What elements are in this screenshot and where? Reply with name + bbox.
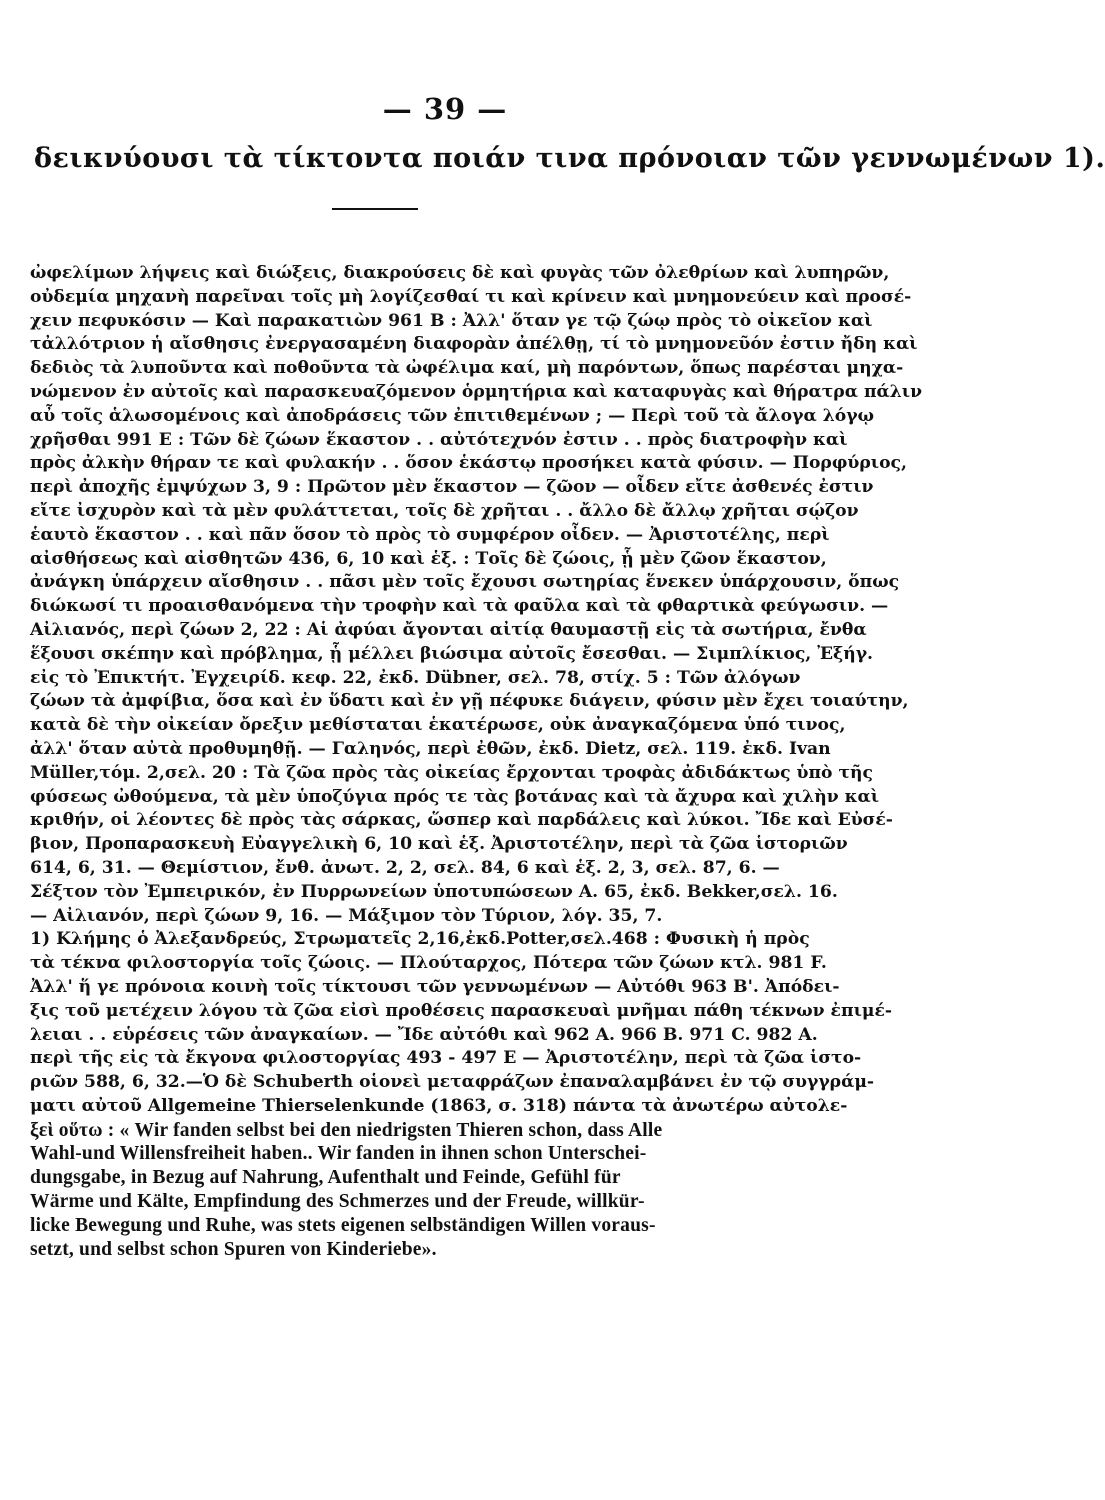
footnote-line: ἀλλ' ὅταν αὐτὰ προθυμηθῇ. — Γαληνός, περὶ ἐθῶν, ἐκδ. Dietz, σελ. 119. ἐκδ. Ivan [30,738,831,759]
footnote-line: Αἰλιανός, περὶ ζώων 2, 22 : Αἱ ἀφύαι ἄγονται αἰτίᾳ θαυμαστῇ εἰς τὰ σωτήρια, ἔνθα [30,619,867,640]
footnote-line: πρὸς ἀλκὴν θήραν τε καὶ φυλακήν . . ὅσον ἑκάστῳ προσήκει κατὰ φύσιν. — Πορφύριος, [30,453,907,474]
footnote-line: περὶ τῆς εἰς τὰ ἔκγονα φιλοστοργίας 493 - 497 Ε — Ἀριστοτέλην, περὶ τὰ ζῶα ἱστο- [30,1048,862,1069]
footnote-line: φύσεως ὠθούμενα, τὰ μὲν ὑποζύγια πρός τε τὰς βοτάνας καὶ τὰ ἄχυρα καὶ χιλὴν καὶ [30,786,880,807]
footnote-line: Wärme und Kälte, Empfindung des Schmerzes und der Freude, willkür- [30,1191,645,1213]
footnote-line: 1) Κλήμης ὁ Ἀλεξανδρεύς, Στρωματεῖς 2,16,ἐκδ.Potter,σελ.468 : Φυσικὴ ἡ πρὸς [30,929,810,950]
footnote-line: αὖ τοῖς ἁλωσομένοις καὶ ἀποδράσεις τῶν ἐπιτιθεμένων ; — Περὶ τοῦ τὰ ἄλογα λόγῳ [30,405,874,426]
footnote-line: περὶ ἀποχῆς ἐμψύχων 3, 9 : Πρῶτον μὲν ἕκαστον — ζῶον — οἶδεν εἴτε ἀσθενές ἐστιν [30,477,874,498]
footnote-line: αἰσθήσεως καὶ αἰσθητῶν 436, 6, 10 καὶ ἑξ. : Τοῖς δὲ ζώοις, ᾗ μὲν ζῶον ἕκαστον, [30,548,827,569]
footnote-line: λειαι . . εὑρέσεις τῶν ἀναγκαίων. — Ἴδε αὐτόθι καὶ 962 Α. 966 Β. 971 C. 982 Α. [30,1024,818,1045]
footnote-line: ἑαυτὸ ἕκαστον . . καὶ πᾶν ὅσον τὸ πρὸς τὸ συμφέρον οἶδεν. — Ἀριστοτέλης, περὶ [30,524,830,545]
footnote-line: Müller,τόμ. 2,σελ. 20 : Τὰ ζῶα πρὸς τὰς οἰκείας ἔρχονται τροφὰς ἀδιδάκτως ὑπὸ τῆς [30,762,874,783]
footnote-line: ζώων τὰ ἀμφίβια, ὅσα καὶ ἐν ὕδατι καὶ ἐν γῇ πέφυκε διάγειν, φύσιν μὲν ἔχει τοιαύτην, [30,691,909,712]
page-number: — 39 — [382,92,508,126]
footnotes-block [30,262,923,1261]
footnote-line: χειν πεφυκόσιν — Καὶ παρακατιὼν 961 Β : Ἀλλ' ὅταν γε τῷ ζώῳ πρὸς τὸ οἰκεῖον καὶ [30,310,873,331]
footnote-line: ὠφελίμων λήψεις καὶ διώξεις, διακρούσεις δὲ καὶ φυγὰς τῶν ὀλεθρίων καὶ λυπηρῶν, [30,263,890,283]
footnote-line: βιον, Προπαρασκευὴ Εὐαγγελικὴ 6, 10 καὶ ἑξ. Ἀριστοτέλην, περὶ τὰ ζῶα ἱστοριῶν [30,834,848,855]
footnote-line: ξις τοῦ μετέχειν λόγου τὰ ζῶα εἰσὶ προθέσεις παρασκευαὶ μνῆμαι πάθη τέκνων ἐπιμέ- [30,1000,893,1021]
footnote-line: ματι αὐτοῦ Allgemeine Thierselenkunde (1863, σ. 318) πάντα τὰ ἀνωτέρω αὐτολε- [30,1095,848,1116]
footnote-line: ριῶν 588, 6, 32.—Ὁ δὲ Schuberth οἱονεὶ μεταφράζων ἐπαναλαμβάνει ἐν τῷ συγγράμ- [30,1072,875,1093]
footnote-line: χρῆσθαι 991 Ε : Τῶν δὲ ζώων ἕκαστον . . αὐτότεχνόν ἐστιν . . πρὸς διατροφὴν καὶ [30,429,848,450]
footnote-line: Wahl-und Willensfreiheit haben.. Wir fanden in ihnen schon Unterschei- [30,1143,647,1165]
footnote-line: κατὰ δὲ τὴν οἰκείαν ὄρεξιν μεθίσταται ἑκατέρωσε, οὐκ ἀναγκαζόμενα ὑπό τινος, [30,715,846,736]
footnote-line: 614, 6, 31. — Θεμίστιον, ἔνθ. ἀνωτ. 2, 2, σελ. 84, 6 καὶ ἑξ. 2, 3, σελ. 87, 6. — [30,857,780,878]
footnote-line: εἴτε ἰσχυρὸν καὶ τὰ μὲν φυλάττεται, τοῖς δὲ χρῆται . . ἄλλο δὲ ἄλλῳ χρῆται σῴζον [30,500,859,521]
footnote-line: κριθήν, οἱ λέοντες δὲ πρὸς τὰς σάρκας, ὥσπερ καὶ παρδάλεις καὶ λύκοι. Ἴδε καὶ Εὐσέ- [30,810,893,831]
footnote-line: Σέξτον τὸν Ἐμπειρικόν, ἐν Πυρρωνείων ὑποτυπώσεων Α. 65, ἐκδ. Bekker,σελ. 16. [30,881,838,902]
footnote-line: τὰ τέκνα φιλοστοργία τοῖς ζώοις. — Πλούταρχος, Πότερα τῶν ζώων κτλ. 981 F. [30,953,827,974]
footnote-line: Ἀλλ' ἥ γε πρόνοια κοινὴ τοῖς τίκτουσι τῶν γεννωμένων — Αὐτόθι 963 Β'. Ἀπόδει- [30,976,840,997]
footnote-line: — Αἰλιανόν, περὶ ζώων 9, 16. — Μάξιμον τὸν Τύριον, λόγ. 35, 7. [30,905,663,926]
footnote-line: διώκωσί τι προαισθανόμενα τὴν τροφὴν καὶ τὰ φαῦλα καὶ τὰ φθαρτικὰ φεύγωσιν. — [30,596,889,617]
footnote-line: dungsgabe, in Bezug auf Nahrung, Aufenthalt und Feinde, Gefühl für [30,1167,621,1189]
footnote-line: ἀνάγκη ὑπάρχειν αἴσθησιν . . πᾶσι μὲν τοῖς ἔχουσι σωτηρίας ἕνεκεν ὑπάρχουσιν, ὅπως [30,572,900,593]
continued-text-line: δεικνύουσι τὰ τίκτοντα ποιάν τινα πρόνοιαν τῶν γεννωμένων 1). [34,143,1105,174]
footnote-line: δεδιὸς τὰ λυποῦντα καὶ ποθοῦντα τὰ ὠφέλιμα καί, μὴ παρόντων, ὅπως παρέσται μηχα- [30,358,904,379]
footnote-line: ἕξουσι σκέπην καὶ πρόβλημα, ᾗ μέλλει βιώσιμα αὐτοῖς ἔσεσθαι. — Σιμπλίκιος, Ἐξήγ. [30,643,874,664]
footnote-line: setzt, und selbst schon Spuren von Kinderiebe». [30,1238,437,1260]
footnote-line: νώμενον ἐν αὐτοῖς καὶ παρασκευαζόμενον ὁρμητήρια καὶ καταφυγὰς καὶ θήρατρα πάλιν [30,381,923,402]
footnote-line: οὐδεμία μηχανὴ παρεῖναι τοῖς μὴ λογίζεσθαί τι καὶ κρίνειν καὶ μνημονεύειν καὶ προσέ- [30,286,912,307]
footnote-line: ξεὶ οὕτω : « Wir fanden selbst bei den niedrigsten Thieren schon, dass Alle [30,1119,663,1141]
footnote-line: εἰς τὸ Ἐπικτήτ. Ἐγχειρίδ. κεφ. 22, ἐκδ. Dübner, σελ. 78, στίχ. 5 : Τῶν ἀλόγων [30,667,801,688]
footnote-separator-rule [332,208,418,210]
footnote-line: τἀλλότριον ἡ αἴσθησις ἐνεργασαμένη διαφορὰν ἀπέλθῃ, τί τὸ μνημονεῦόν ἐστιν ἤδη καὶ [30,334,918,355]
footnote-line: licke Bewegung und Ruhe, was stets eigenen selbständigen Willen voraus- [30,1214,656,1236]
